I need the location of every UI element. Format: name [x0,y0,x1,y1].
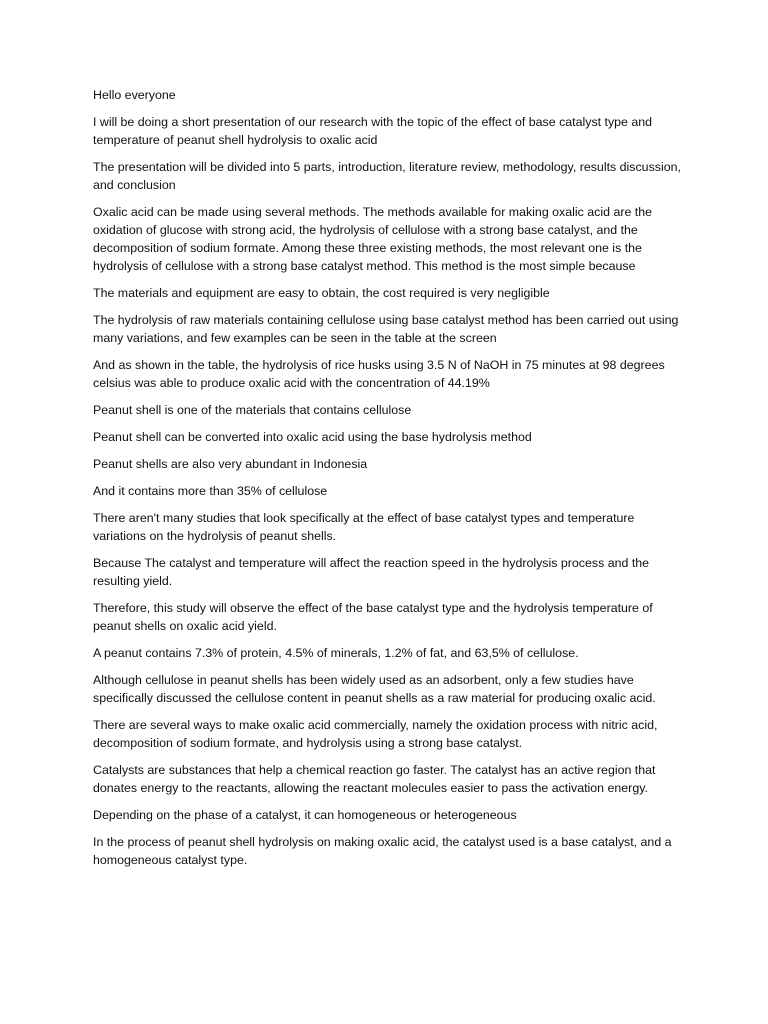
paragraph: Because The catalyst and temperature will affect the reaction speed in the hydrolysis process and the resulting yield. [93,556,650,588]
paragraph: The presentation will be divided into 5 parts, introduction, literature review, methodology, results discussion, and conclusion [93,160,681,192]
document-body [93,86,683,878]
paragraph: Peanut shell is one of the materials that contains cellulose [93,403,412,417]
paragraph: Catalysts are substances that help a chemical reaction go faster. The catalyst has an active region that donates energy to the reactants, allowing the reactant molecules easier to pass the activation energy. [93,763,656,795]
paragraph: And it contains more than 35% of cellulose [93,484,328,498]
paragraph: Therefore, this study will observe the effect of the base catalyst type and the hydrolysis temperature of peanut shells on oxalic acid yield. [93,601,653,633]
paragraph: I will be doing a short presentation of our research with the topic of the effect of base catalyst type and temperature of peanut shell hydrolysis to oxalic acid [93,115,653,147]
paragraph: And as shown in the table, the hydrolysis of rice husks using 3.5 N of NaOH in 75 minutes at 98 degrees celsius was able to produce oxalic acid with the concentration of 44.19% [93,358,665,390]
paragraph-greeting: Hello everyone [93,88,176,102]
paragraph: There aren't many studies that look specifically at the effect of base catalyst types and temperature variations on the hydrolysis of peanut shells. [93,511,635,543]
paragraph: The materials and equipment are easy to obtain, the cost required is very negligible [93,286,550,300]
paragraph: The hydrolysis of raw materials containing cellulose using base catalyst method has been carried out using many variations, and few examples can be seen in the table at the screen [93,313,679,345]
paragraph: Peanut shell can be converted into oxalic acid using the base hydrolysis method [93,430,532,444]
paragraph: There are several ways to make oxalic acid commercially, namely the oxidation process with nitric acid, decomposition of sodium formate, and hydrolysis using a strong base catalyst. [93,718,658,750]
paragraph: Peanut shells are also very abundant in Indonesia [93,457,368,471]
paragraph: Depending on the phase of a catalyst, it can homogeneous or heterogeneous [93,808,517,822]
paragraph: Oxalic acid can be made using several methods. The methods available for making oxalic acid are the oxidation of glucose with strong acid, the hydrolysis of cellulose with a strong base catalyst, and the decomposition of sodium formate. Among these three existing methods, the most relevant one is the hydrolysis of cellulose with a strong base catalyst method. This method is the most simple because [93,205,653,273]
paragraph: In the process of peanut shell hydrolysis on making oxalic acid, the catalyst used is a base catalyst, and a homogeneous catalyst type. [93,835,672,867]
paragraph: Although cellulose in peanut shells has been widely used as an adsorbent, only a few studies have specifically discussed the cellulose content in peanut shells as a raw material for producing oxalic acid. [93,673,656,705]
paragraph: A peanut contains 7.3% of protein, 4.5% of minerals, 1.2% of fat, and 63,5% of cellulose. [93,646,579,660]
